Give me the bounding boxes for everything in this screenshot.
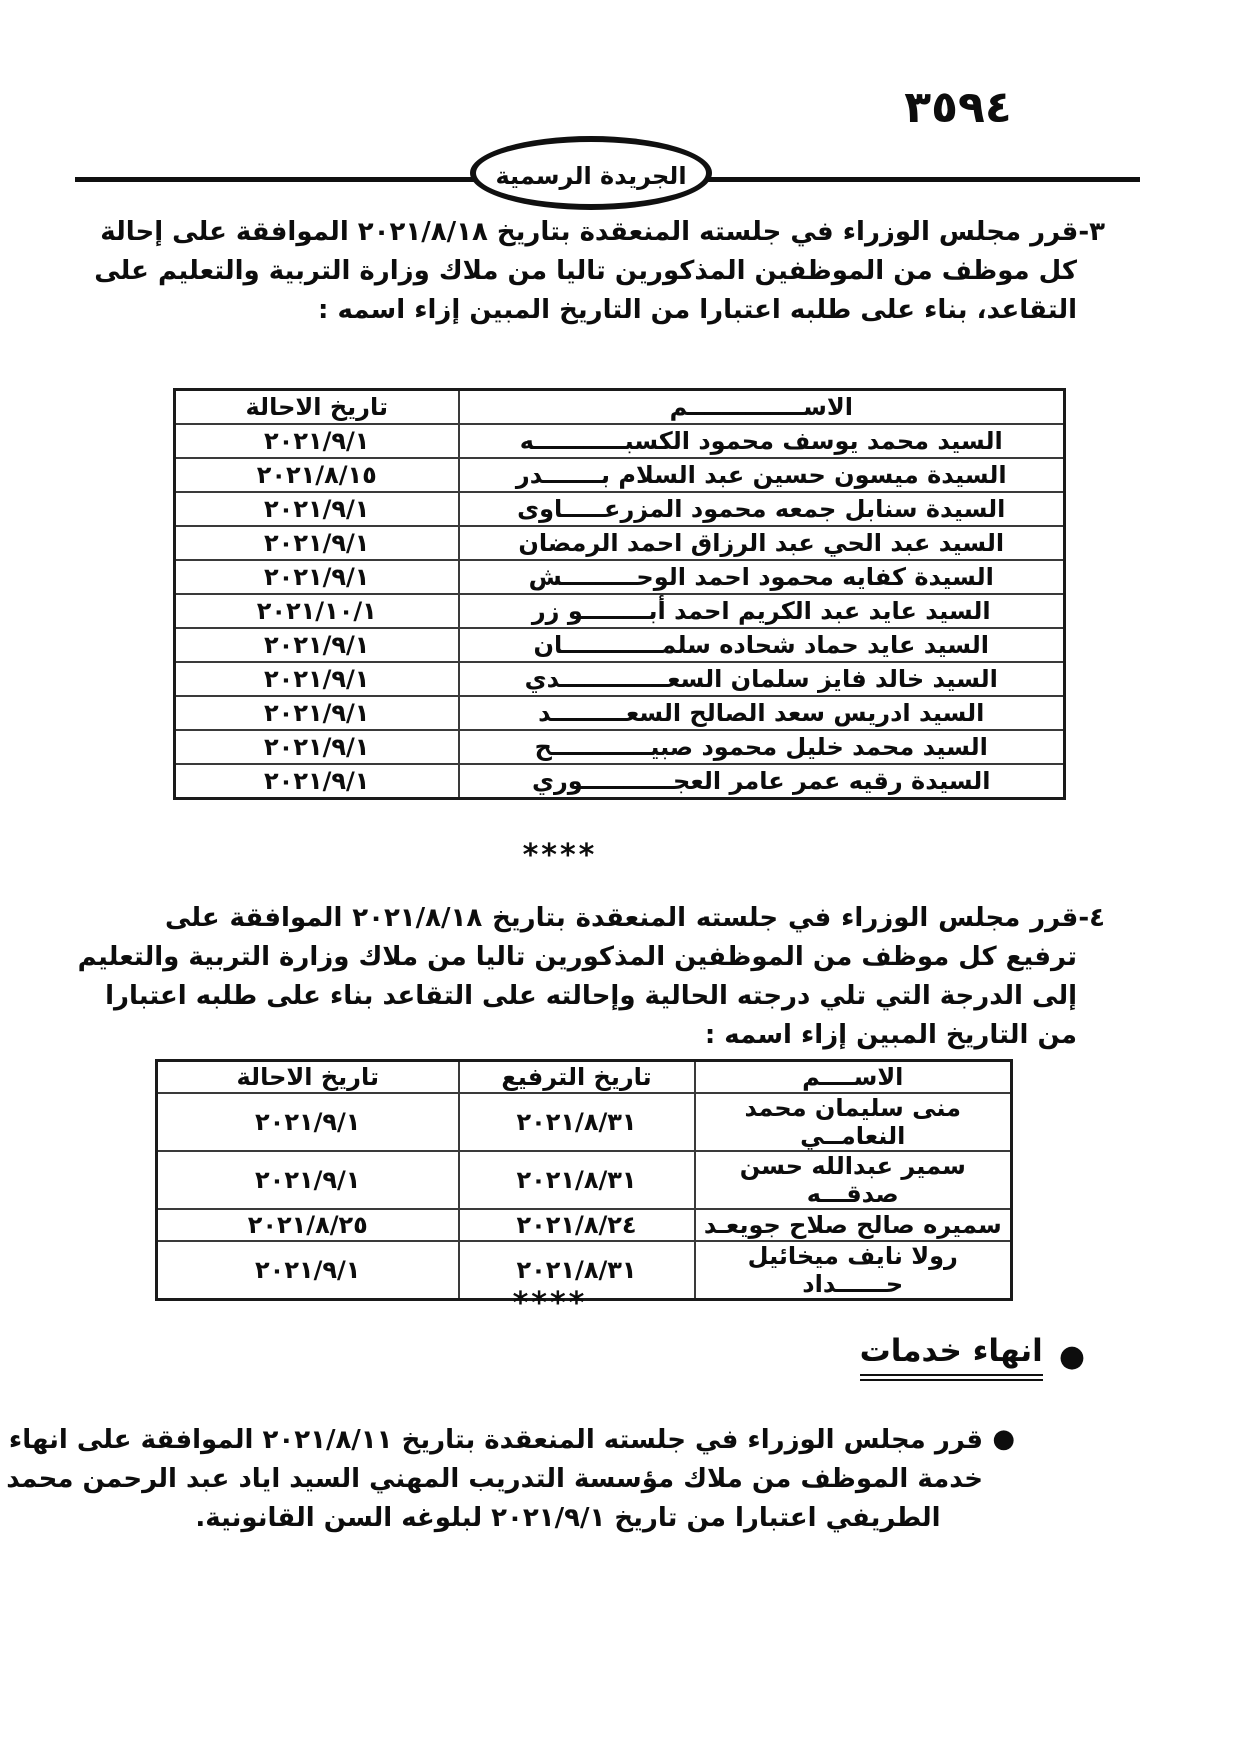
table-row: [175, 526, 1065, 560]
name-cell: السيد محمد يوسف محمود الكسبـــــــــــه: [459, 424, 1065, 458]
bullet-icon: ●: [1058, 1339, 1085, 1374]
table-row: [175, 628, 1065, 662]
decree-3-line-1: ٣-قرر مجلس الوزراء في جلسته المنعقدة بتاريخ ٢٠٢١/٨/١٨ الموافقة على إحالة: [100, 217, 1105, 247]
promotion-date-cell: ٢٠٢١/٨/٣١: [459, 1241, 695, 1300]
decree-4-line-4: من التاريخ المبين إزاء اسمه :: [704, 1020, 1077, 1050]
column-header-referral-date: تاريخ الاحالة: [175, 390, 459, 425]
decree-4-line-1: ٤-قرر مجلس الوزراء في جلسته المنعقدة بتاريخ ٢٠٢١/٨/١٨ الموافقة على: [165, 903, 1105, 933]
table-header-row: [175, 390, 1065, 425]
name-cell: رولا نايف ميخائيل حــــــداد: [695, 1241, 1012, 1300]
name-cell: السيدة ميسون حسين عبد السلام بـــــــدر: [459, 458, 1065, 492]
table-row: [157, 1093, 1012, 1151]
name-cell: السيد عبد الحي عبد الرزاق احمد الرمضان: [459, 526, 1065, 560]
column-header-name: الاســــم: [695, 1061, 1012, 1094]
masthead-oval: [470, 136, 712, 210]
termination-line-3: الطريفي اعتبارا من تاريخ ٢٠٢١/٩/١ لبلوغه السن القانونية.: [195, 1503, 941, 1533]
referral-date-cell: ٢٠٢١/٩/١: [175, 764, 459, 799]
name-cell: السيدة سنابل جمعه محمود المزرعـــــاوى: [459, 492, 1065, 526]
section-separator: ****: [512, 1286, 588, 1321]
referral-date-cell: ٢٠٢١/٩/١: [175, 696, 459, 730]
promotion-date-cell: ٢٠٢١/٨/٣١: [459, 1093, 695, 1151]
promotion-date-cell: ٢٠٢١/٨/٣١: [459, 1151, 695, 1209]
table-row: [175, 696, 1065, 730]
decree-3-line-2: كل موظف من الموظفين المذكورين تاليا من ملاك وزارة التربية والتعليم على: [94, 256, 1077, 286]
table-row: [175, 764, 1065, 799]
table-row: [157, 1151, 1012, 1209]
table-row: [157, 1209, 1012, 1241]
referral-date-cell: ٢٠٢١/٨/١٥: [175, 458, 459, 492]
name-cell: السيد محمد خليل محمود صبيــــــــــــح: [459, 730, 1065, 764]
referral-date-cell: ٢٠٢١/٩/١: [175, 492, 459, 526]
name-cell: السيدة كفايه محمود احمد الوحـــــــــش: [459, 560, 1065, 594]
table-row: [175, 424, 1065, 458]
bullet-icon: ●: [992, 1424, 1015, 1454]
referral-date-cell: ٢٠٢١/١٠/١: [175, 594, 459, 628]
table-row: [175, 492, 1065, 526]
decree-3-line-3: التقاعد، بناء على طلبه اعتبارا من التاريخ المبين إزاء اسمه :: [318, 295, 1077, 325]
page-number: ٣٥٩٤: [904, 82, 1012, 133]
table-row: [175, 458, 1065, 492]
promotion-table: [155, 1059, 1013, 1301]
decree-4-line-2: ترفيع كل موظف من الموظفين المذكورين تاليا من ملاك وزارة التربية والتعليم: [77, 942, 1077, 972]
retirement-table: [173, 388, 1066, 800]
referral-date-cell: ٢٠٢١/٩/١: [175, 560, 459, 594]
referral-date-cell: ٢٠٢١/٩/١: [175, 730, 459, 764]
termination-line-1: قرر مجلس الوزراء في جلسته المنعقدة بتاريخ ٢٠٢١/٨/١١ الموافقة على انهاء: [8, 1425, 983, 1455]
referral-date-cell: ٢٠٢١/٨/٢٥: [157, 1209, 459, 1241]
column-header-name: الاســــــــــــــم: [459, 390, 1065, 425]
section-separator: ****: [522, 838, 598, 873]
referral-date-cell: ٢٠٢١/٩/١: [175, 628, 459, 662]
column-header-referral-date: تاريخ الاحالة: [157, 1061, 459, 1094]
decree-4-paragraph: [77, 899, 1105, 1055]
services-section-heading: [860, 1333, 1085, 1381]
column-header-promotion-date: تاريخ الترفيع: [459, 1061, 695, 1094]
name-cell: منى سليمان محمد النعامــي: [695, 1093, 1012, 1151]
table-header-row: [157, 1061, 1012, 1094]
table-row: [175, 594, 1065, 628]
name-cell: سمير عبدالله حسن صدقـــه: [695, 1151, 1012, 1209]
name-cell: السيد عايد حماد شحاده سلمــــــــــــان: [459, 628, 1065, 662]
table-row: [175, 560, 1065, 594]
masthead-title: الجريدة الرسمية: [495, 162, 687, 190]
name-cell: سميره صالح صلاح جويعـد: [695, 1209, 1012, 1241]
referral-date-cell: ٢٠٢١/٩/١: [175, 526, 459, 560]
referral-date-cell: ٢٠٢١/٩/١: [157, 1241, 459, 1300]
name-cell: السيد عايد عبد الكريم احمد أبــــــــو زر: [459, 594, 1065, 628]
decree-3-paragraph: [94, 213, 1105, 330]
promotion-date-cell: ٢٠٢١/٨/٢٤: [459, 1209, 695, 1241]
termination-line-2: خدمة الموظف من ملاك مؤسسة التدريب المهني السيد اياد عبد الرحمن محمد: [6, 1464, 983, 1494]
name-cell: السيدة رقيه عمر عامر العجـــــــــــوري: [459, 764, 1065, 799]
termination-paragraph: [6, 1421, 983, 1538]
services-heading-title: انهاء خدمات: [860, 1333, 1043, 1381]
table-row: [175, 730, 1065, 764]
name-cell: السيد خالد فايز سلمان السعـــــــــــــدي: [459, 662, 1065, 696]
decree-4-line-3: إلى الدرجة التي تلي درجته الحالية وإحالته على التقاعد بناء على طلبه اعتبارا: [105, 981, 1077, 1011]
referral-date-cell: ٢٠٢١/٩/١: [175, 424, 459, 458]
referral-date-cell: ٢٠٢١/٩/١: [157, 1151, 459, 1209]
referral-date-cell: ٢٠٢١/٩/١: [157, 1093, 459, 1151]
name-cell: السيد ادريس سعد الصالح السعـــــــــد: [459, 696, 1065, 730]
referral-date-cell: ٢٠٢١/٩/١: [175, 662, 459, 696]
table-row: [175, 662, 1065, 696]
